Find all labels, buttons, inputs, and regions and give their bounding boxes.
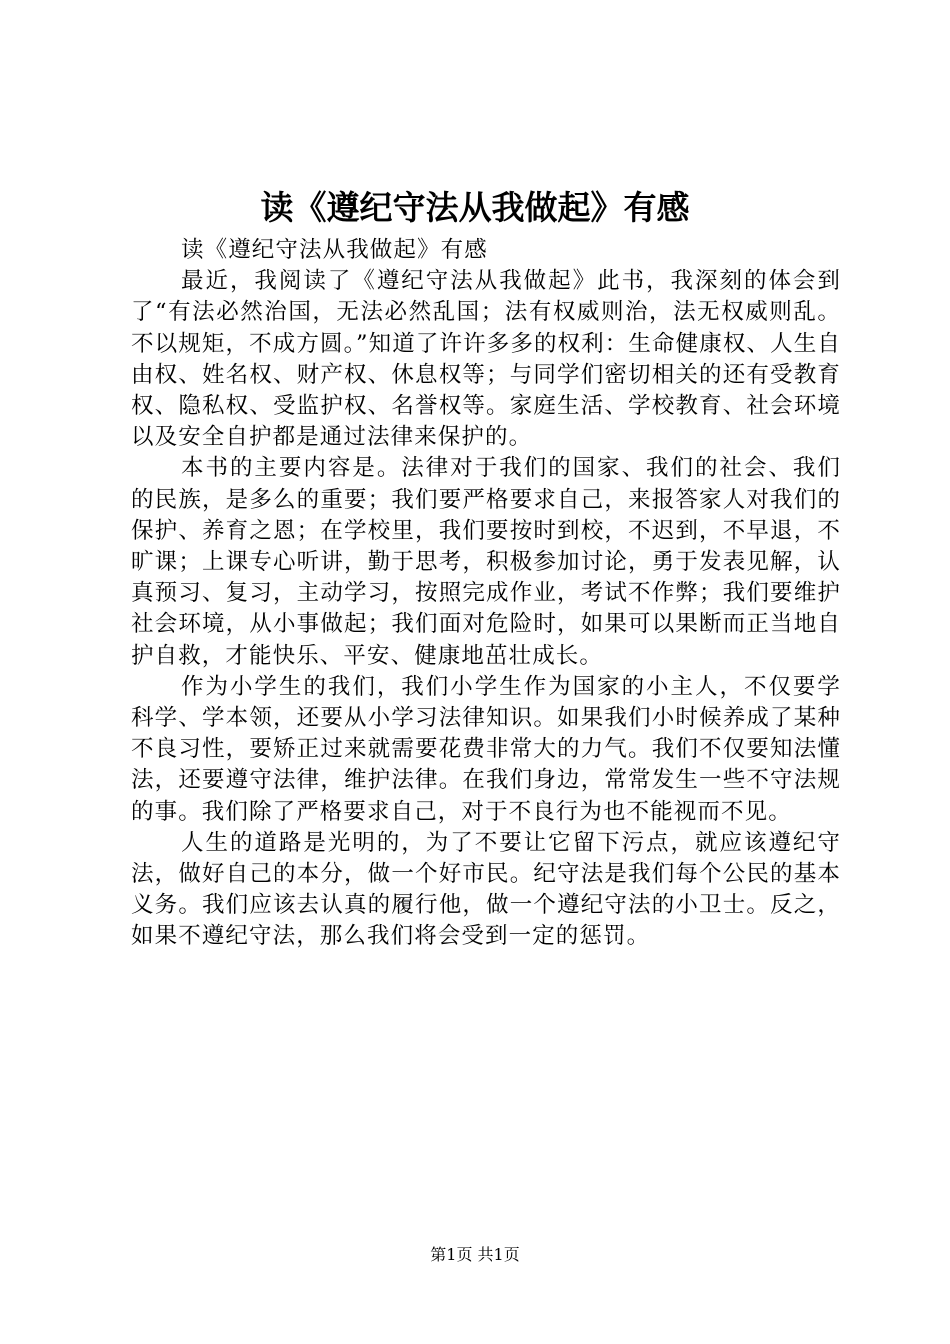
document-title: 读《遵纪守法从我做起》有感 (260, 188, 690, 227)
paragraph: 本书的主要内容是。法律对于我们的国家、我们的社会、我们的民族，是多么的重要；我们要严格要求自己，来报答家人对我们的保护、养育之恩；在学校里，我们要按时到校，不迟到，不早退，不旷课；上课专心听讲，勤于思考，积极参加讨论，勇于发表见解，认真预习、复习，主动学习，按照完成作业，考试不作弊；我们要维护社会环境，从小事做起；我们面对危险时，如果可以果断而正当地自护自救，才能快乐、平安、健康地茁壮成长。 (131, 455, 841, 669)
paragraph: 人生的道路是光明的，为了不要让它留下污点，就应该遵纪守法，做好自己的本分，做一个好市民。纪守法是我们每个公民的基本义务。我们应该去认真的履行他，做一个遵纪守法的小卫士。反之，如果不遵纪守法，那么我们将会受到一定的惩罚。 (131, 829, 841, 950)
paragraph-subtitle: 读《遵纪守法从我做起》有感 (181, 237, 488, 263)
document-body (131, 235, 841, 953)
paragraph: 作为小学生的我们，我们小学生作为国家的小主人，不仅要学科学、学本领，还要从小学习法律知识。如果我们小时候养成了某种不良习性，要矫正过来就需要花费非常大的力气。我们不仅要知法懂法，还要遵守法律，维护法律。在我们身边，常常发生一些不守法规的事。我们除了严格要求自己，对于不良行为也不能视而不见。 (131, 673, 841, 825)
paragraph: 最近，我阅读了《遵纪守法从我做起》此书，我深刻的体会到了“有法必然治国，无法必然乱国；法有权威则治，法无权威则乱。不以规矩，不成方圆。”知道了许许多多的权利：生命健康权、人生自由权、姓名权、财产权、休息权等；与同学们密切相关的还有受教育权、隐私权、受监护权、名誉权等。家庭生活、学校教育、社会环境以及安全自护都是通过法律来保护的。 (131, 268, 841, 451)
page-number-footer: 第1页 共1页 (430, 1245, 520, 1264)
